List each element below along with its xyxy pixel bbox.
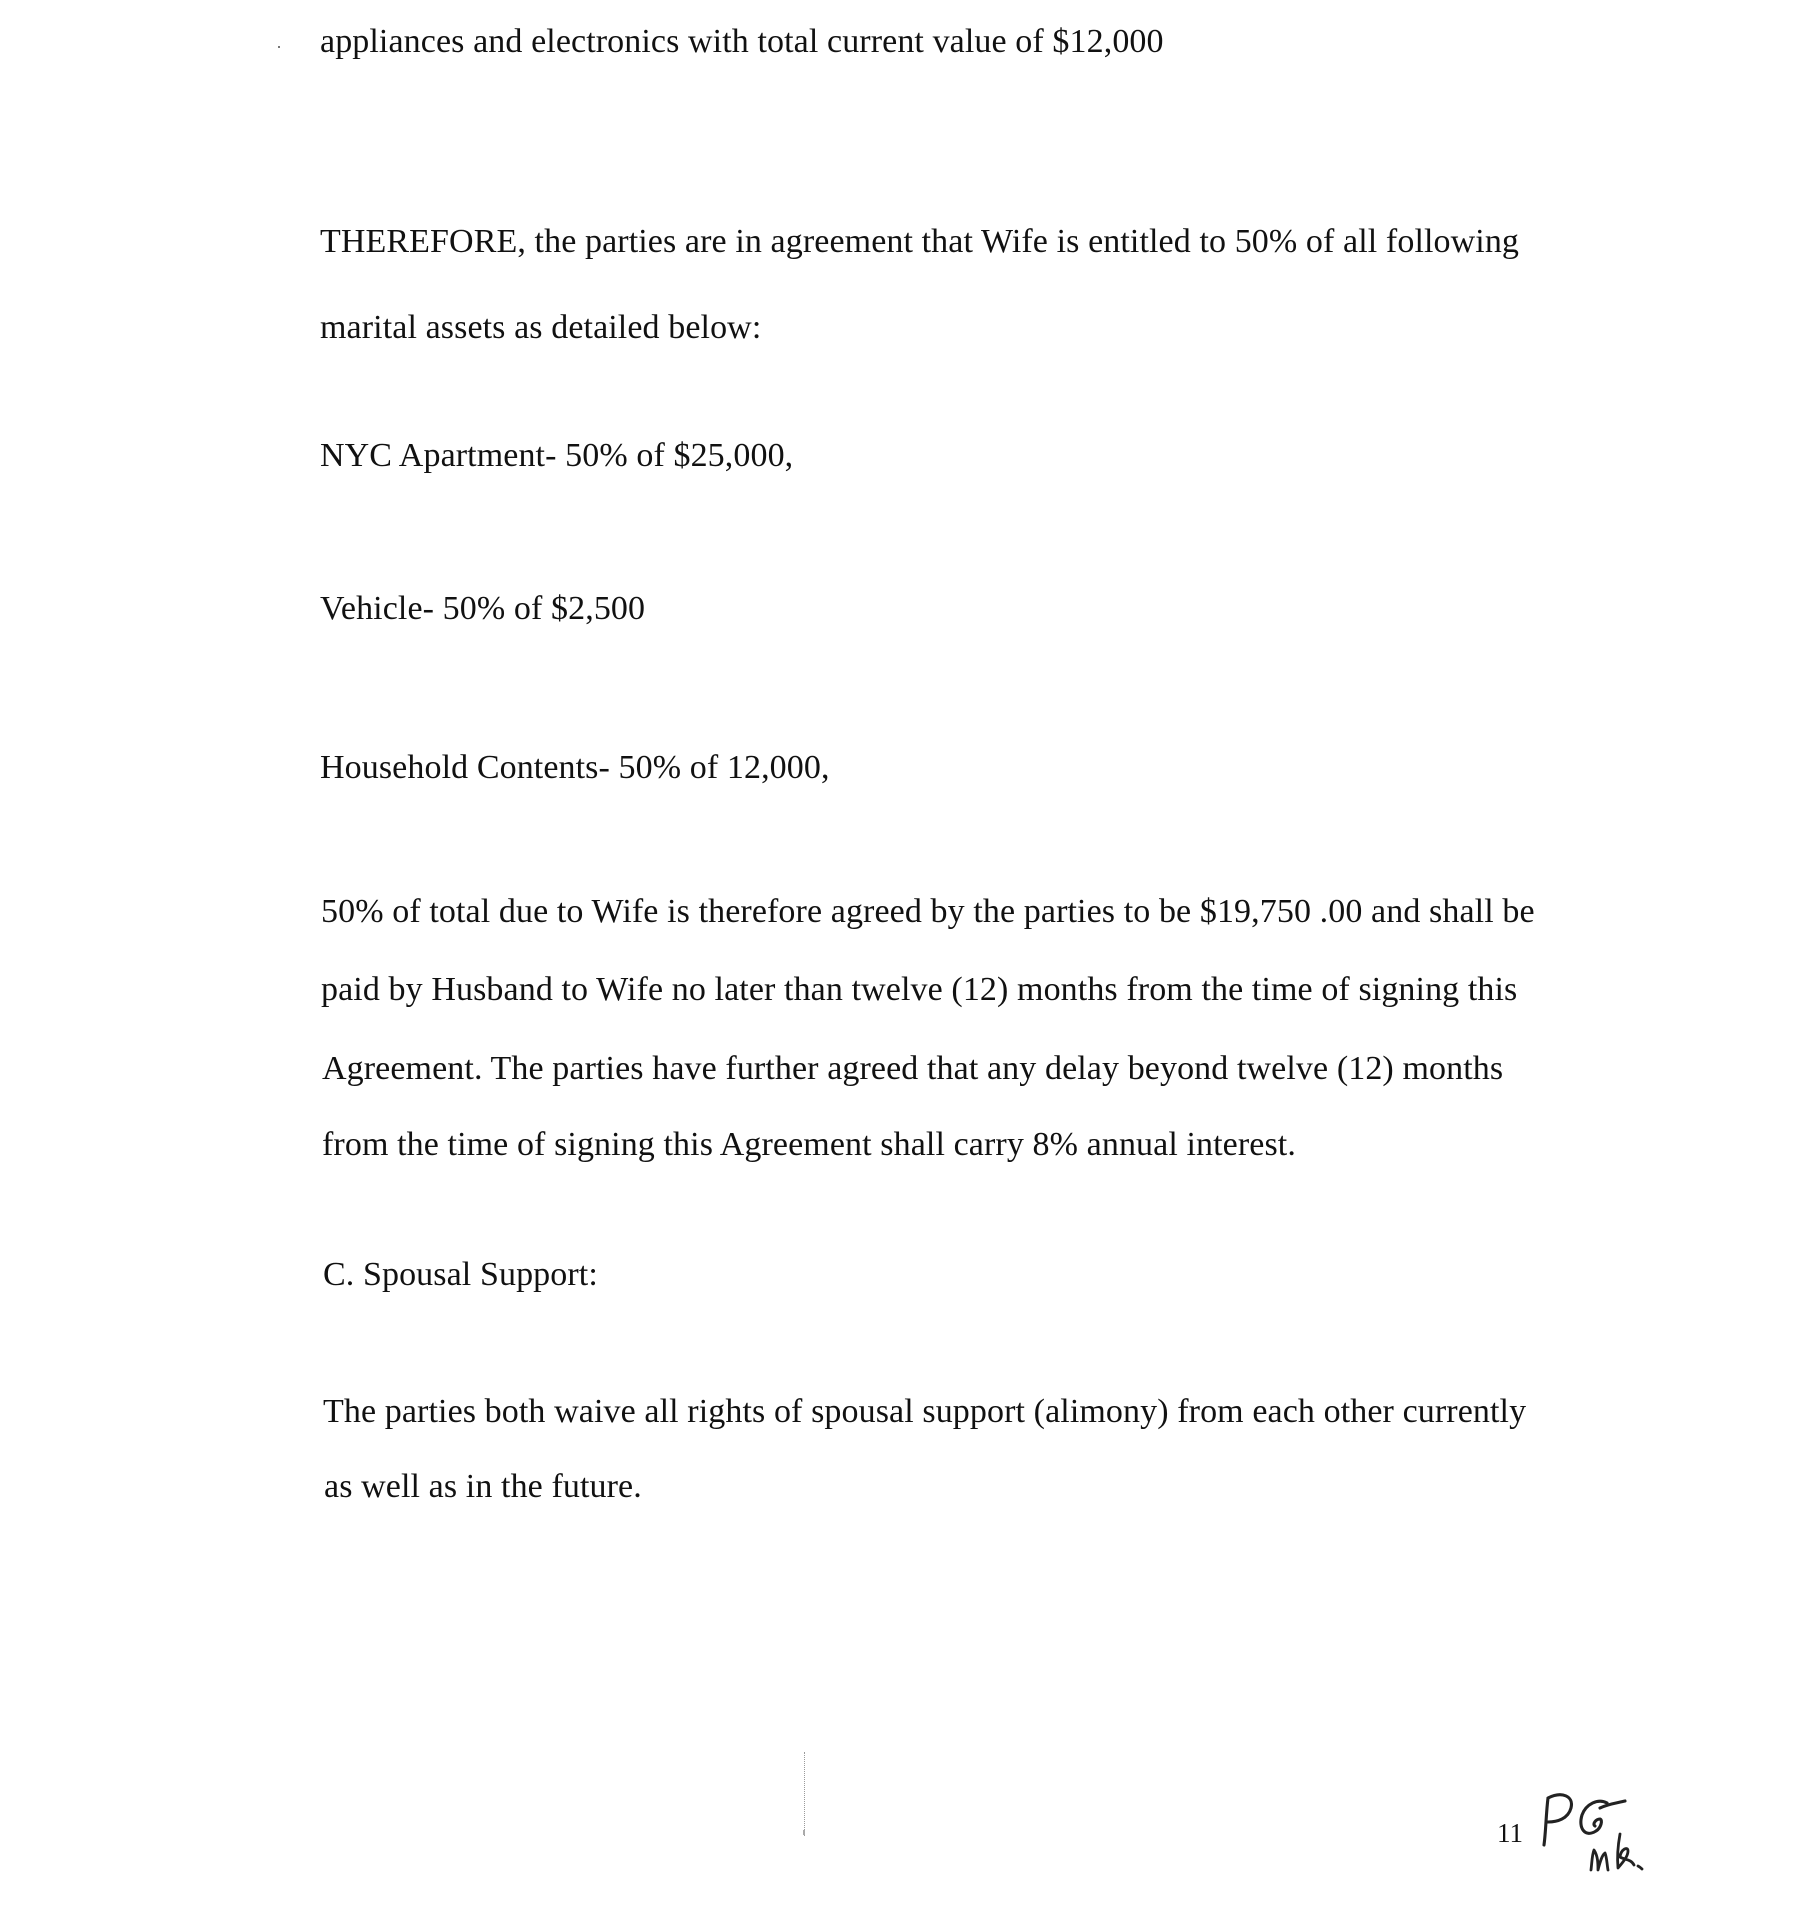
asset-line-nyc-apartment: NYC Apartment- 50% of $25,000, — [320, 437, 794, 474]
asset-line-household-contents: Household Contents- 50% of 12,000, — [320, 749, 830, 786]
scan-speck — [278, 46, 280, 48]
page-number: 11 — [1497, 1818, 1523, 1848]
text-line-interest: from the time of signing this Agreement shall carry 8% annual interest. — [322, 1126, 1296, 1163]
text-line-therefore: THEREFORE, the parties are in agreement that Wife is entitled to 50% of all following — [320, 223, 1520, 260]
text-line-future: as well as in the future. — [324, 1468, 642, 1505]
text-line-waive-support: The parties both waive all rights of spousal support (alimony) from each other currently — [323, 1393, 1527, 1430]
initials-pg — [1544, 1795, 1625, 1845]
handwritten-initials — [1534, 1788, 1664, 1880]
section-heading-spousal-support: C. Spousal Support: — [323, 1256, 598, 1293]
text-line-payment-deadline: paid by Husband to Wife no later than twelve (12) months from the time of signing this — [321, 971, 1518, 1008]
initials-mb — [1591, 1834, 1642, 1870]
asset-line-vehicle: Vehicle- 50% of $2,500 — [320, 590, 646, 627]
text-line-delay: Agreement. The parties have further agreed that any delay beyond twelve (12) months — [322, 1050, 1504, 1087]
scan-dot — [803, 1830, 805, 1835]
text-line-total-due: 50% of total due to Wife is therefore agreed by the parties to be $19,750 .00 and shall be — [321, 893, 1535, 930]
scan-dot-trail — [804, 1752, 808, 1836]
text-line-household-value: appliances and electronics with total current value of $12,000 — [320, 23, 1164, 60]
text-line-marital-assets: marital assets as detailed below: — [320, 309, 762, 346]
